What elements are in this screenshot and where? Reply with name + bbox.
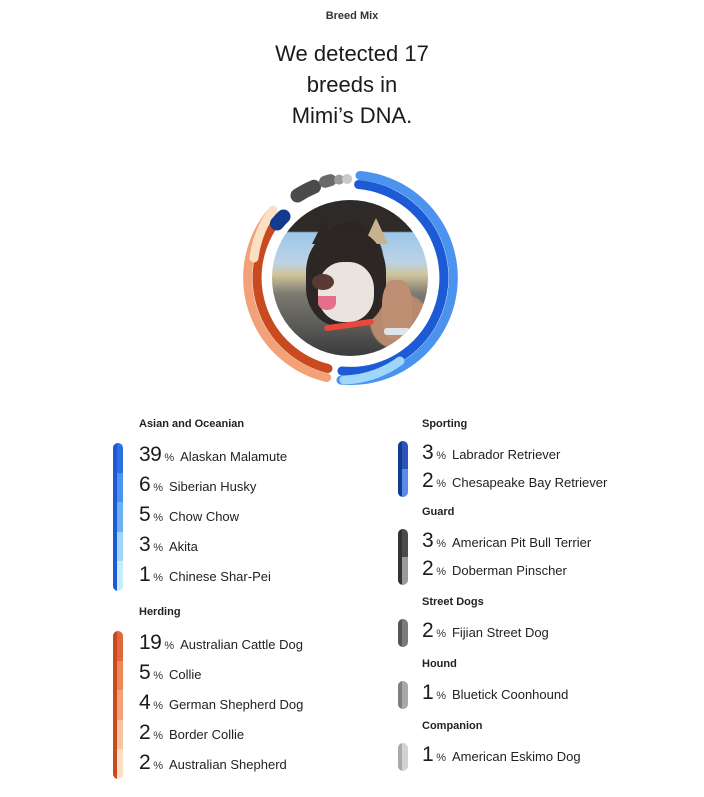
- group-title-sporting: Sporting: [422, 418, 468, 430]
- breed-row: 39 % Alaskan Malamute: [139, 443, 288, 466]
- group-asian-oceanian: [113, 443, 373, 593]
- breed-row: 2 % Fijian Street Dog: [422, 619, 549, 642]
- group-sporting: [398, 441, 678, 497]
- group-bar-sporting: [398, 441, 408, 497]
- breed-row: 1 % Bluetick Coonhound: [422, 681, 569, 704]
- breed-row: 1 % American Eskimo Dog: [422, 743, 581, 766]
- breed-row: 2 % Australian Shepherd: [139, 751, 287, 774]
- headline-line-1: We detected 17: [275, 41, 429, 66]
- dog-photo: [272, 200, 428, 356]
- group-herding: [113, 631, 373, 781]
- group-street-dogs: [398, 619, 678, 647]
- group-bar-guard: [398, 529, 408, 585]
- group-title-hound: Hound: [422, 658, 457, 670]
- group-title-asian-oceanian: Asian and Oceanian: [139, 418, 245, 430]
- left-column: [113, 417, 373, 781]
- headline-line-3: Mimi’s DNA.: [291, 103, 413, 128]
- dog-muzzle: [318, 262, 374, 322]
- dog-tongue: [318, 296, 336, 310]
- breed-row: 2 % Chesapeake Bay Retriever: [422, 469, 608, 492]
- group-companion: [398, 743, 678, 771]
- headline-line-2: breeds in: [306, 72, 398, 97]
- right-column: [398, 417, 678, 771]
- breed-row: 3 % American Pit Bull Terrier: [422, 529, 592, 552]
- breed-row: 3 % Akita: [139, 533, 198, 556]
- group-title-companion: Companion: [422, 720, 483, 732]
- group-bar-hound: [398, 681, 408, 709]
- breed-row: 3 % Labrador Retriever: [422, 441, 561, 464]
- group-guard: [398, 529, 678, 585]
- breed-row: 2 % Doberman Pinscher: [422, 557, 567, 580]
- breed-row: 5 % Chow Chow: [139, 503, 240, 526]
- group-bar-companion: [398, 743, 408, 771]
- breed-row: 4 % German Shepherd Dog: [139, 691, 304, 714]
- group-title-herding: Herding: [139, 606, 181, 618]
- breed-row: 6 % Siberian Husky: [139, 473, 257, 496]
- group-bar-street-dogs: [398, 619, 408, 647]
- breed-row: 2 % Border Collie: [139, 721, 245, 744]
- group-title-street-dogs: Street Dogs: [422, 596, 484, 608]
- eyebrow-label: Breed Mix: [325, 10, 379, 22]
- breed-row: 1 % Chinese Shar-Pei: [139, 563, 271, 586]
- group-bar-asian-oceanian: [113, 443, 123, 591]
- dog-nose: [312, 274, 334, 290]
- headline: [0, 38, 704, 131]
- group-hound: [398, 681, 678, 709]
- breed-row: 19 % Australian Cattle Dog: [139, 631, 303, 654]
- breed-row: 5 % Collie: [139, 661, 202, 684]
- group-bar-herding: [113, 631, 123, 779]
- wristband: [384, 328, 410, 335]
- group-title-guard: Guard: [422, 506, 455, 518]
